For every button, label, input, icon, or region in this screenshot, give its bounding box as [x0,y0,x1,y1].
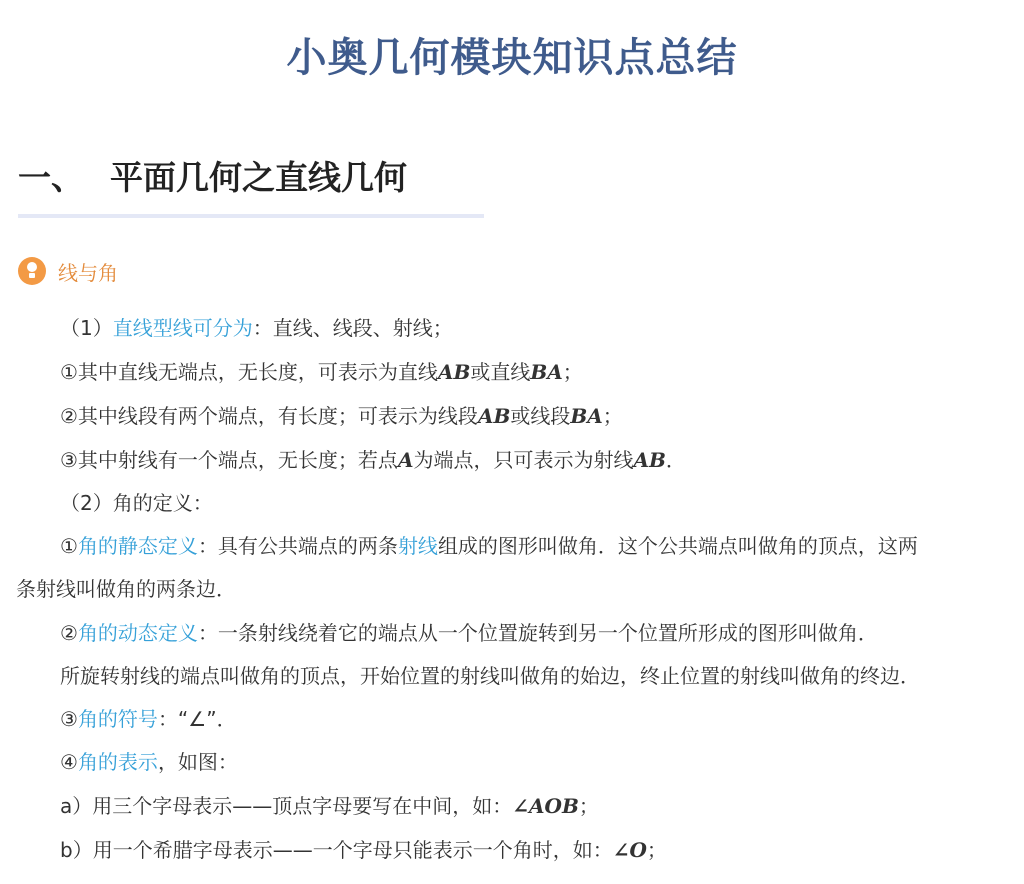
text-span: b）用一个希腊字母表示——一个字母只能表示一个角时，如： [60,838,613,862]
text-span: 所旋转射线的端点叫做角的顶点，开始位置的射线叫做角的始边，终止位置的射线叫做角的终边． [60,664,920,688]
text-span: ：“∠”． [157,707,237,731]
text-span: ③其中射线有一个端点，无长度；若点 [60,448,398,472]
text-span: ①其中直线无端点，无长度，可表示为直线 [60,360,438,384]
section-title: 平面几何之直线几何 [110,158,407,197]
math-label: BA [530,360,563,384]
text-span: ； [602,404,623,428]
math-label: AB [477,404,511,428]
text-span: ：一条射线绕着它的端点从一个位置旋转到另一个位置所形成的图形叫做角． [197,621,878,645]
text-line-3 [60,402,623,430]
math-label: BA [570,404,603,428]
text-span: 或线段 [510,404,571,428]
math-label: A [397,448,414,472]
text-line-5 [60,489,213,517]
text-span: （2）角的定义： [60,491,213,515]
text-line-1 [60,314,453,342]
text-span: ③ [60,707,78,731]
text-line-11 [60,748,238,776]
text-line-4 [60,446,686,474]
text-span: 为端点，只可表示为射线 [413,448,634,472]
text-line-12 [60,792,599,820]
highlight-term: 角的动态定义 [77,621,198,645]
section-heading [18,152,407,199]
text-span: ； [562,360,583,384]
subheading [18,256,118,286]
text-span: ：具有公共端点的两条 [197,534,398,558]
text-span: ① [60,534,78,558]
text-line-13 [60,836,667,864]
text-span: 条射线叫做角的两条边． [16,577,236,601]
text-span: ④ [60,750,78,774]
section-underline [18,214,484,218]
text-line-10 [60,705,237,733]
text-line-6 [60,532,918,560]
highlight-term: 直线型线可分为 [112,316,253,340]
text-span: ② [60,621,78,645]
text-span: ，如图： [157,750,238,774]
text-span: ； [578,794,599,818]
text-span: a）用三个字母表示——顶点字母要写在中间，如： [60,794,513,818]
highlight-term: 射线 [397,534,438,558]
document-title: 小奥几何模块知识点总结 [286,35,738,81]
text-span: ； [646,838,667,862]
lightbulb-icon [18,257,46,285]
highlight-term: 角的符号 [77,707,158,731]
math-label: AB [633,448,666,472]
section-number: 一、 [18,158,84,197]
text-line-8 [60,619,878,647]
math-label: ∠AOB [512,794,579,818]
text-span: 组成的图形叫做角．这个公共端点叫做角的顶点，这两 [437,534,918,558]
text-span: ：直线、线段、射线； [252,316,453,340]
text-span: ②其中线段有两个端点，有长度；可表示为线段 [60,404,478,428]
subheading-label: 线与角 [58,260,118,285]
text-line-9 [60,662,920,690]
text-span: （1） [60,316,113,340]
math-label: ∠O [612,838,647,862]
highlight-term: 角的表示 [77,750,158,774]
text-span: 或直线 [470,360,531,384]
text-span: ． [665,448,686,472]
highlight-term: 角的静态定义 [77,534,198,558]
text-line-7 [16,575,236,603]
text-line-2 [60,358,583,386]
math-label: AB [437,360,471,384]
